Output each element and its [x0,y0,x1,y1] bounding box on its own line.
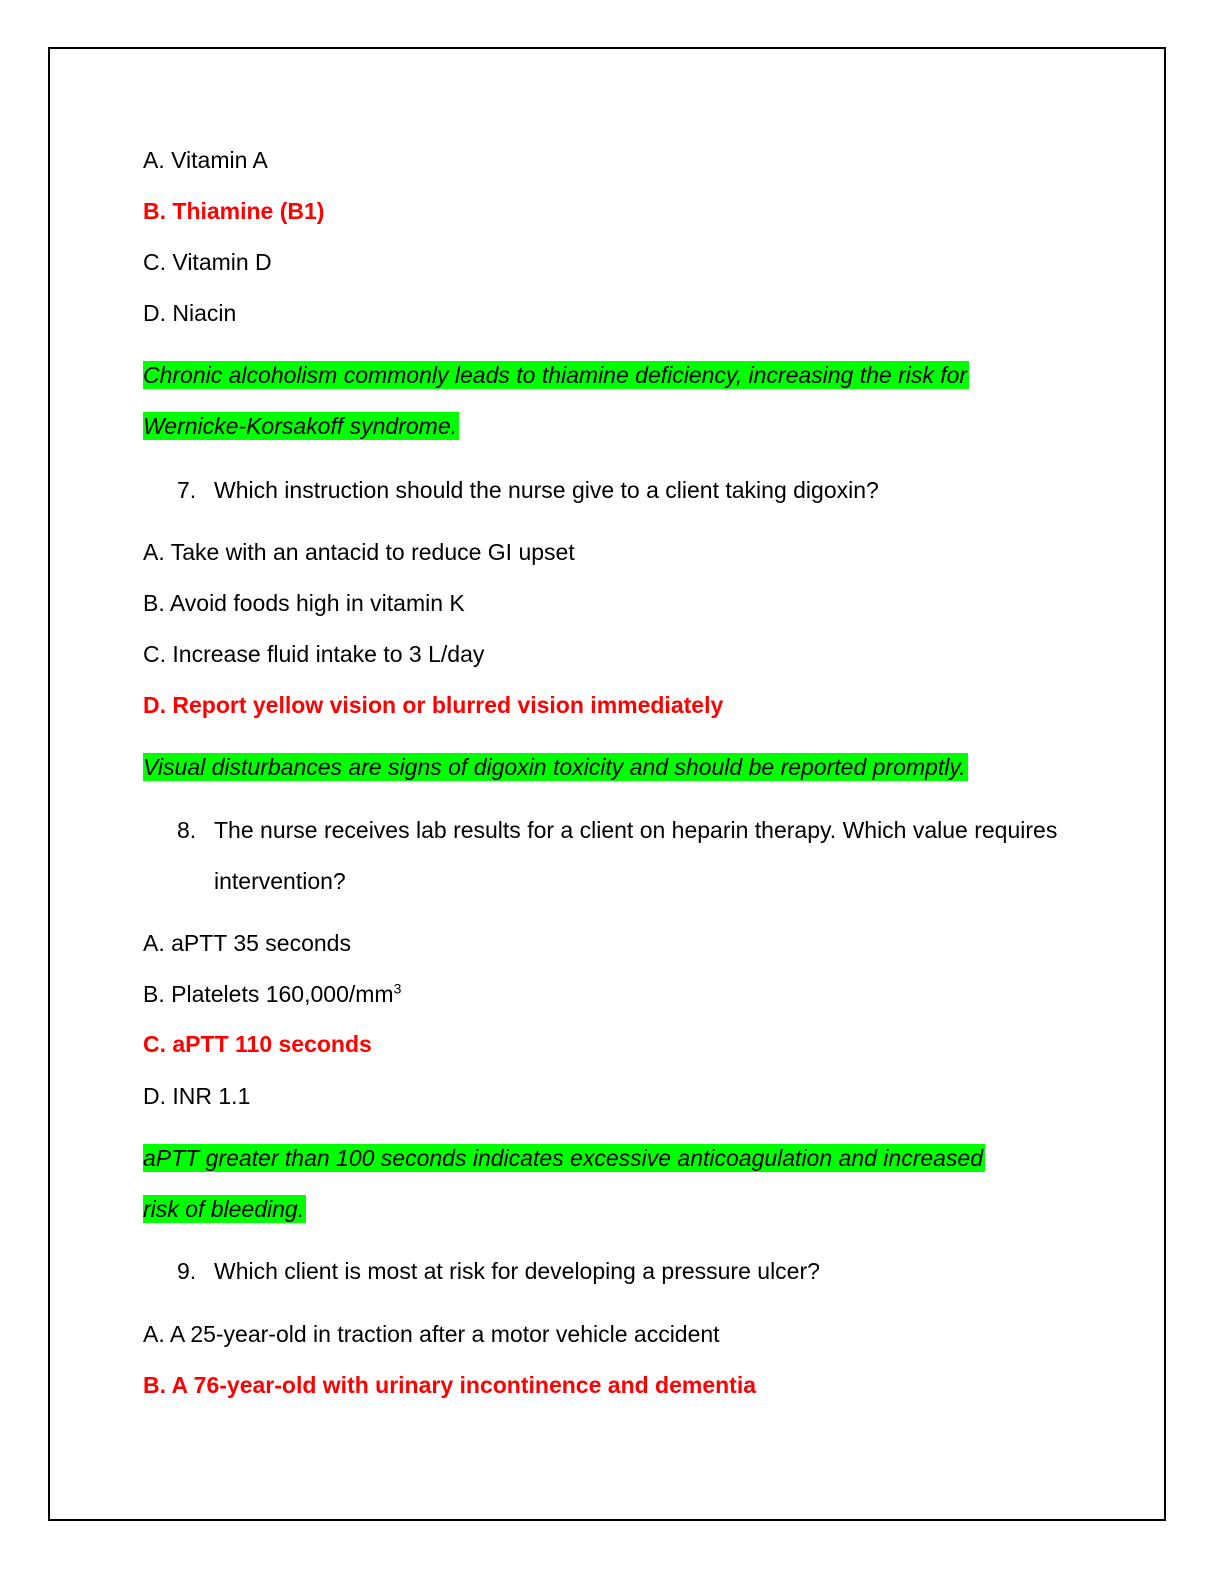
q8-option-b-text: B. Platelets 160,000/mm [143,981,394,1007]
q6-rationale-highlight-2: Wernicke-Korsakoff syndrome. [143,413,458,439]
q9-number: 9. [177,1258,197,1284]
q7-option-d-correct: D. Report yellow vision or blurred vision immediately [143,692,724,718]
q8-rationale-highlight-1: aPTT greater than 100 seconds indicates excessive anticoagulation and increased [143,1145,984,1171]
q9-option-b-correct: B. A 76-year-old with urinary incontinence and dementia [143,1372,757,1398]
q8-rationale-line-2 [143,1194,306,1224]
q8-option-b-superscript: 3 [393,980,402,997]
q6-option-c: C. Vitamin D [143,249,272,275]
q6-option-d: D. Niacin [143,300,237,326]
q8-rationale-highlight-2: risk of bleeding. [143,1196,305,1222]
q6-rationale-line-2 [143,411,459,441]
q6-rationale-highlight-1: Chronic alcoholism commonly leads to thiamine deficiency, increasing the risk for [143,362,968,388]
q8-question [177,805,1077,907]
q7-option-a: A. Take with an antacid to reduce GI upset [143,539,575,565]
q7-question [177,465,1077,516]
q7-text: Which instruction should the nurse give to a client taking digoxin? [214,477,879,503]
q8-option-c-correct: C. aPTT 110 seconds [143,1031,372,1057]
q7-option-c: C. Increase fluid intake to 3 L/day [143,641,485,667]
q8-rationale-line-1 [143,1143,985,1173]
q7-rationale-highlight-1: Visual disturbances are signs of digoxin toxicity and should be reported promptly. [143,754,966,780]
q6-rationale-line-1 [143,360,969,390]
q9-question [177,1246,1077,1297]
q7-rationale-line-1 [143,752,968,782]
q9-text: Which client is most at risk for developing a pressure ulcer? [214,1258,820,1284]
q7-number: 7. [177,477,197,503]
q6-option-b-correct: B. Thiamine (B1) [143,198,325,224]
q8-option-d: D. INR 1.1 [143,1083,251,1109]
q7-option-b: B. Avoid foods high in vitamin K [143,590,465,616]
q6-option-a: A. Vitamin A [143,147,268,173]
q8-number: 8. [177,817,197,843]
q8-option-b [143,979,401,1009]
q8-text: The nurse receives lab results for a client on heparin therapy. Which value requires intervention? [214,817,1058,894]
q9-option-a: A. A 25-year-old in traction after a motor vehicle accident [143,1321,720,1347]
q8-option-a: A. aPTT 35 seconds [143,930,351,956]
